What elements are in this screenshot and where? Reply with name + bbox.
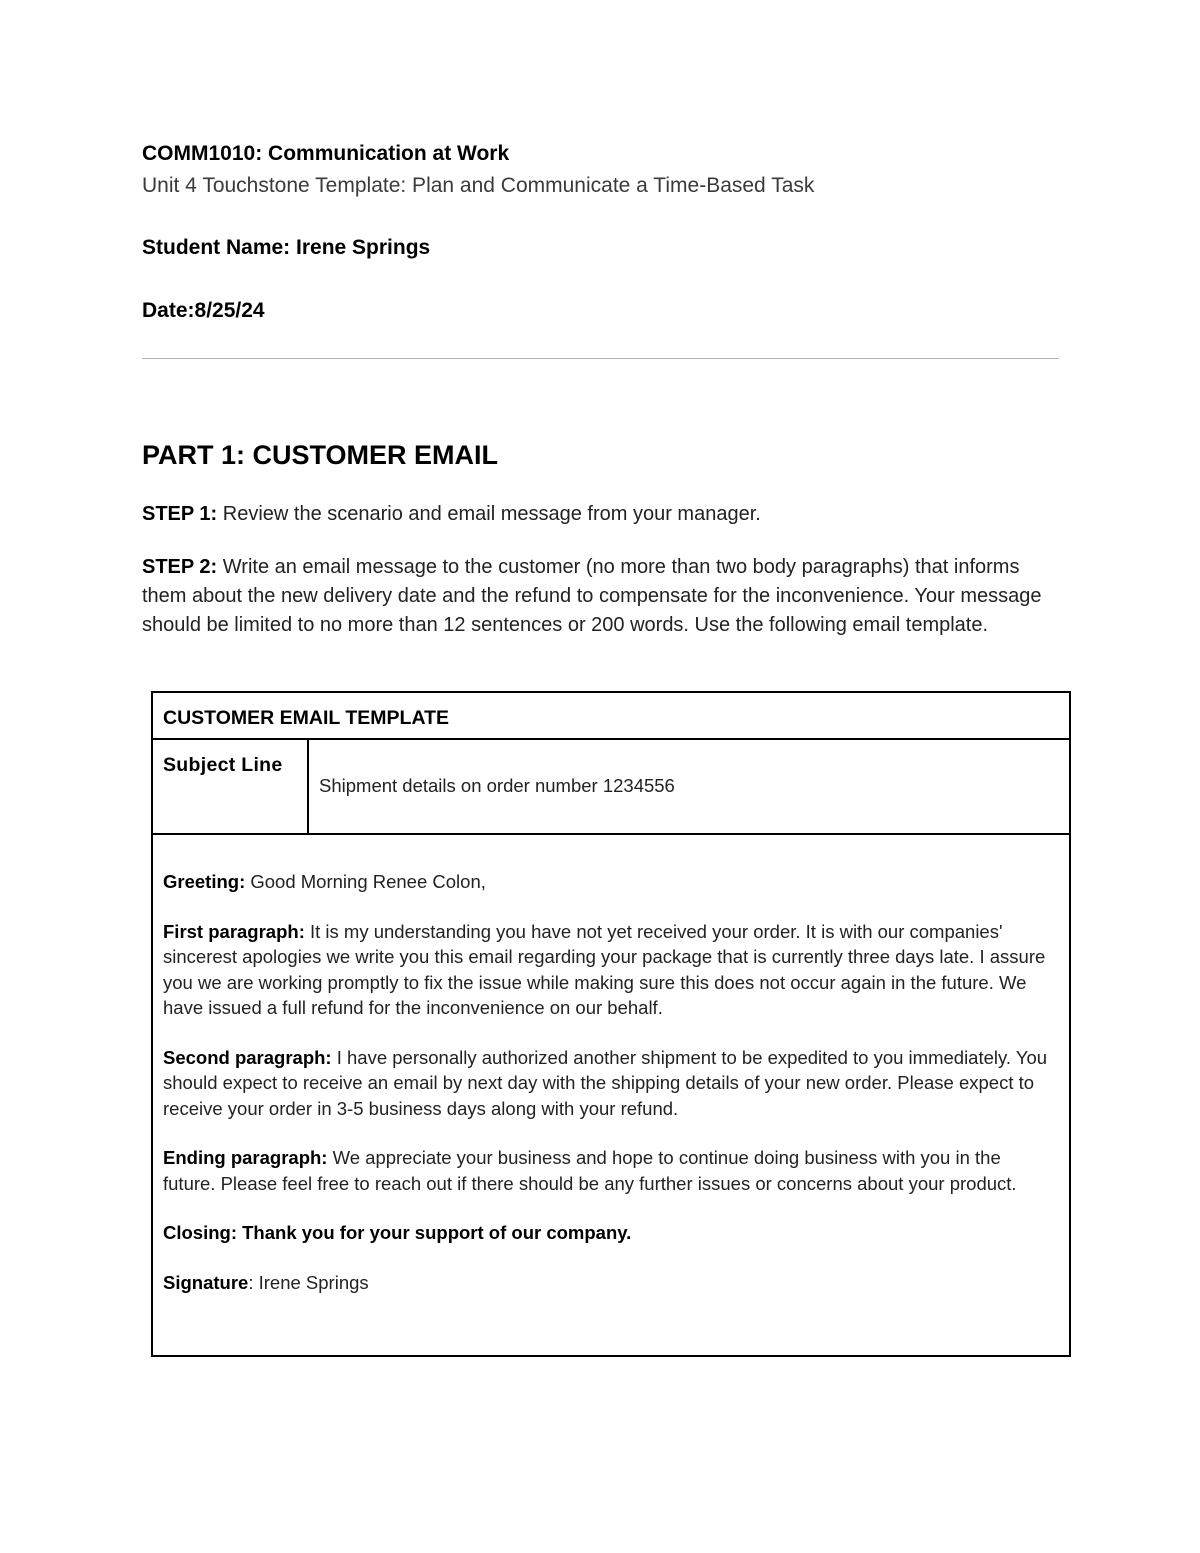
document-subtitle: Unit 4 Touchstone Template: Plan and Communicate a Time-Based Task: [142, 174, 815, 197]
step-1-instruction: [142, 500, 1062, 529]
first-paragraph: [163, 919, 1053, 1021]
signature-text: : Irene Springs: [248, 1271, 369, 1293]
step-1-text: Review the scenario and email message from your manager.: [217, 503, 761, 525]
signature-label: Signature: [163, 1271, 249, 1293]
template-title: CUSTOMER EMAIL TEMPLATE: [163, 707, 450, 729]
subject-line-row: [153, 740, 1069, 835]
subject-label-cell: [153, 740, 309, 833]
ending-paragraph-label: Ending paragraph:: [163, 1147, 328, 1168]
part-heading: PART 1: CUSTOMER EMAIL: [142, 440, 499, 470]
closing-text: Closing: Thank you for your support of our company.: [163, 1222, 632, 1243]
second-paragraph: [163, 1045, 1053, 1122]
subject-label: Subject Line: [163, 754, 283, 776]
second-paragraph-label: Second paragraph:: [163, 1046, 332, 1068]
email-body-cell: [163, 869, 1053, 1319]
horizontal-divider: [142, 358, 1059, 359]
signature-paragraph: [163, 1270, 1053, 1296]
customer-email-template-table: [151, 691, 1071, 1357]
second-paragraph-text: I have personally authorized another shipment to be expedited to you immediately. You should expect to receive an email by next day with the shipping details of your new order. Please expect to receive your order in 3-5 business days along with your refund.: [163, 1046, 1048, 1119]
template-header-row: [153, 693, 1069, 740]
step-2-text: Write an email message to the customer (no more than two body paragraphs) that informs them about the new delivery date and the refund to compensate for the inconvenience. Your message should be limited to no more than 12 sentences or 200 words. Use the following email template.: [142, 556, 1042, 636]
ending-paragraph: [163, 1145, 1053, 1196]
course-title: COMM1010: Communication at Work: [142, 142, 510, 165]
greeting-paragraph: [163, 869, 1053, 895]
first-paragraph-text: It is my understanding you have not yet received your order. It is with our companies' sincerest apologies we write you this email regarding your package that is currently three days late. I assure you we are working promptly to fix the issue while making sure this does not occur again in the future. We have issued a full refund for the inconvenience on our behalf.: [163, 920, 1046, 1018]
student-name: Student Name: Irene Springs: [142, 236, 431, 259]
first-paragraph-label: First paragraph:: [163, 920, 305, 942]
date-field: Date:8/25/24: [142, 299, 265, 322]
closing-paragraph: [163, 1220, 1053, 1246]
subject-value: Shipment details on order number 1234556: [319, 775, 675, 796]
greeting-label: Greeting:: [163, 871, 246, 892]
step-2-label: STEP 2:: [142, 556, 218, 578]
step-2-instruction: [142, 553, 1062, 640]
ending-paragraph-text: We appreciate your business and hope to continue doing business with you in the future. Please feel free to reach out if there should be any further issues or concerns about your product.: [163, 1147, 1017, 1194]
greeting-text: Good Morning Renee Colon,: [245, 871, 486, 892]
step-1-label: STEP 1:: [142, 503, 218, 525]
